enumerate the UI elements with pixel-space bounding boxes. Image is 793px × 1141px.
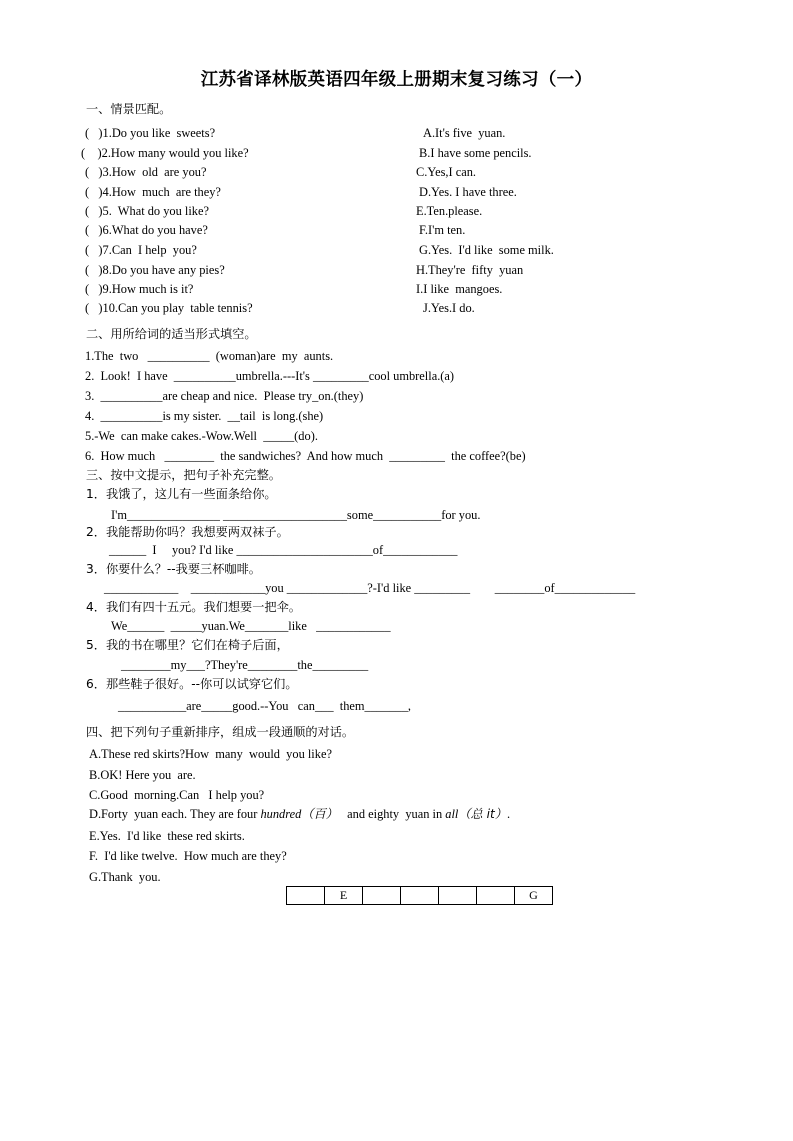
fill-in-item: 4. __________is my sister. __tail is long.(she) bbox=[85, 409, 324, 423]
answer-cell[interactable] bbox=[363, 887, 401, 905]
gloss-word: all bbox=[445, 807, 459, 821]
matching-question: ( )10.Can you play table tennis? bbox=[85, 301, 253, 315]
matching-question: ( )4.How much are they? bbox=[85, 185, 221, 199]
matching-question: ( )7.Can I help you? bbox=[85, 243, 197, 257]
dialogue-sentence: C.Good morning.Can I help you? bbox=[89, 788, 265, 802]
translation-prompt: 5．我的书在哪里？它们在椅子后面， bbox=[86, 638, 289, 652]
answer-cell[interactable] bbox=[287, 887, 325, 905]
section-4-heading: 四、把下列句子重新排序，组成一段通顺的对话。 bbox=[86, 725, 355, 739]
translation-prompt: 3．你要什么？--我要三杯咖啡。 bbox=[86, 562, 261, 576]
matching-answer: I.I like mangoes. bbox=[416, 282, 503, 296]
translation-blank: ________my___?They're________the_________ bbox=[121, 658, 369, 672]
fill-in-item: 2. Look! I have __________umbrella.---It's _________cool umbrella.(a) bbox=[85, 369, 455, 383]
translation-prompt: 6．那些鞋子很好。--你可以试穿它们。 bbox=[86, 677, 298, 691]
fill-in-item: 5.-We can make cakes.-Wow.Well _____(do). bbox=[85, 429, 318, 443]
dialogue-text: and eighty yuan in bbox=[337, 807, 446, 821]
matching-answer: B.I have some pencils. bbox=[419, 146, 532, 160]
dialogue-sentence bbox=[89, 806, 510, 822]
dialogue-sentence: E.Yes. I'd like these red skirts. bbox=[89, 829, 245, 843]
gloss-translation: （百） bbox=[301, 807, 338, 821]
matching-question: ( )3.How old are you? bbox=[85, 165, 207, 179]
answer-cell[interactable] bbox=[401, 887, 439, 905]
matching-answer: D.Yes. I have three. bbox=[419, 185, 517, 199]
dialogue-sentence: B.OK! Here you are. bbox=[89, 768, 196, 782]
fill-in-item: 1.The two __________ (woman)are my aunts. bbox=[85, 349, 334, 363]
matching-question: ( )6.What do you have? bbox=[85, 223, 208, 237]
matching-answer: J.Yes.I do. bbox=[423, 301, 475, 315]
dialogue-text: D.Forty yuan each. They are four bbox=[89, 807, 261, 821]
matching-question: ( )2.How many would you like? bbox=[81, 146, 249, 160]
answer-cell[interactable]: G bbox=[515, 887, 553, 905]
matching-answer: G.Yes. I'd like some milk. bbox=[419, 243, 554, 257]
matching-answer: C.Yes,I can. bbox=[416, 165, 477, 179]
fill-in-item: 6. How much ________ the sandwiches? And how much _________ the coffee?(be) bbox=[85, 449, 526, 463]
translation-blank: We______ _____yuan.We_______like ____________ bbox=[111, 619, 391, 633]
section-3-heading: 三、按中文提示，把句子补充完整。 bbox=[86, 468, 281, 482]
matching-answer: A.It's five yuan. bbox=[423, 126, 506, 140]
matching-answer: E.Ten.please. bbox=[416, 204, 483, 218]
translation-prompt: 1．我饿了，这儿有一些面条给你。 bbox=[86, 487, 277, 501]
matching-question: ( )8.Do you have any pies? bbox=[85, 263, 225, 277]
matching-answer: H.They're fifty yuan bbox=[416, 263, 524, 277]
answer-cell[interactable] bbox=[439, 887, 477, 905]
matching-question: ( )5. What do you like? bbox=[85, 204, 209, 218]
translation-blank: ______ I you? I'd like ______________________of____________ bbox=[109, 543, 458, 557]
dialogue-sentence: A.These red skirts?How many would you like? bbox=[89, 747, 332, 761]
dialogue-sentence: G.Thank you. bbox=[89, 870, 161, 884]
translation-blank: ____________ ____________you _____________?-I'd like _________ ________of_____________ bbox=[104, 581, 636, 595]
section-2-heading: 二、用所给词的适当形式填空。 bbox=[86, 327, 257, 341]
matching-question: ( )1.Do you like sweets? bbox=[85, 126, 216, 140]
dialogue-text: . bbox=[506, 807, 511, 821]
translation-blank: ___________are_____good.--You can___ them_______, bbox=[118, 699, 411, 713]
fill-in-item: 3. __________are cheap and nice. Please try_on.(they) bbox=[85, 389, 364, 403]
matching-answer: F.I'm ten. bbox=[419, 223, 466, 237]
answer-order-table bbox=[286, 886, 553, 905]
dialogue-sentence: F. I'd like twelve. How much are they? bbox=[89, 849, 287, 863]
gloss-word: hundred bbox=[260, 807, 302, 821]
section-1-heading: 一、情景匹配。 bbox=[86, 102, 172, 116]
gloss-translation: （总 it） bbox=[458, 807, 507, 821]
answer-cell[interactable] bbox=[477, 887, 515, 905]
translation-prompt: 2．我能帮助你吗？我想要两双袜子。 bbox=[86, 525, 289, 539]
translation-prompt: 4．我们有四十五元。我们想要一把伞。 bbox=[86, 600, 301, 614]
translation-blank: I'm_______________ ____________________some___________for you. bbox=[111, 508, 481, 522]
page-title: 江苏省译林版英语四年级上册期末复习练习（一） bbox=[200, 70, 593, 90]
matching-question: ( )9.How much is it? bbox=[85, 282, 194, 296]
answer-cell[interactable]: E bbox=[325, 887, 363, 905]
